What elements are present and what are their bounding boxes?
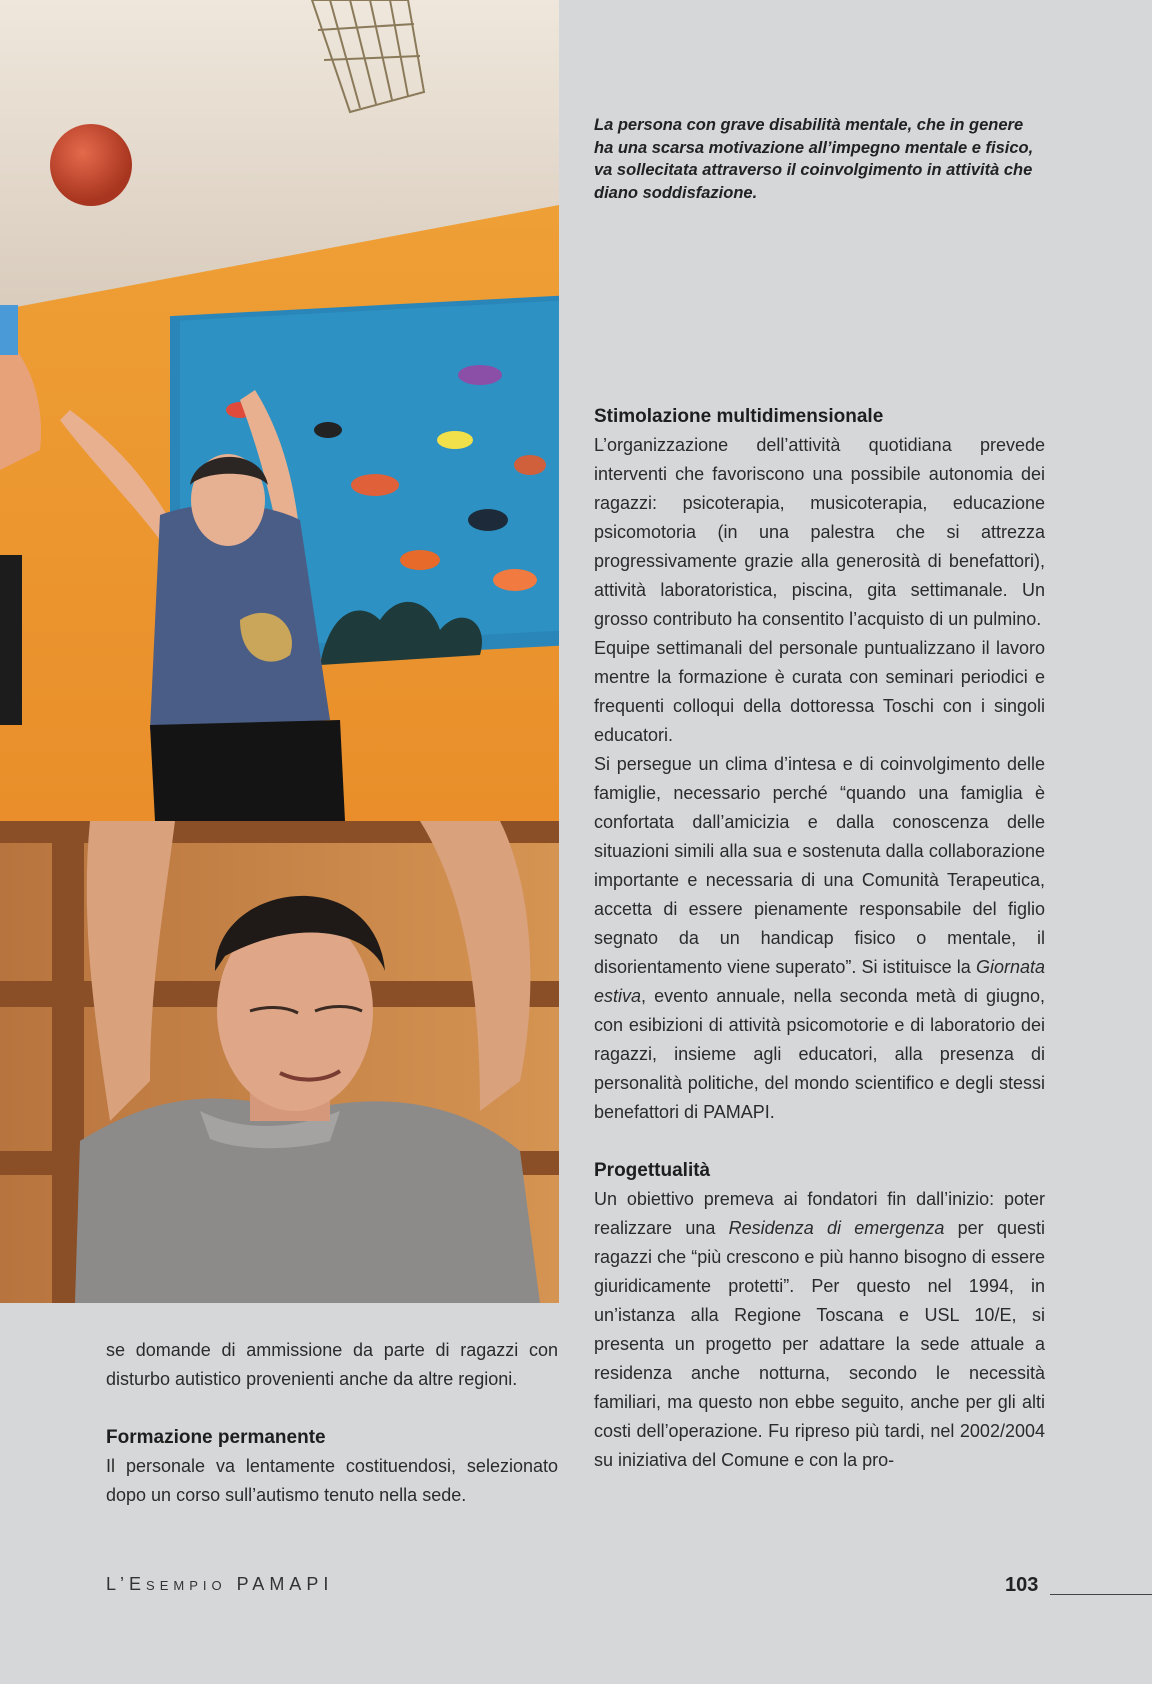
paragraph (594, 750, 1045, 1127)
footer-rule (1050, 1594, 1152, 1595)
italic-term: Residenza di emergenza (728, 1218, 945, 1238)
paragraph: se domande di ammissione da parte di ragazzi con disturbo autistico provenienti anche da altre regioni. (106, 1340, 558, 1389)
ball-icon (50, 124, 132, 206)
right-text-column (594, 402, 1045, 1475)
running-title (106, 1574, 333, 1595)
paragraph: Il personale va lentamente costituendosi, selezionato dopo un corso sull’autismo tenuto nella sede. (106, 1456, 558, 1505)
italic-term: Giornata estiva (594, 957, 1045, 1006)
paragraph (594, 1185, 1045, 1475)
text-run: Si persegue un clima d’intesa e di coinvolgimento delle famiglie, necessario perché “quando una famiglia è confortata dall’amicizia e dalla conoscenza delle situazioni simili alla sua e sostenuta dalla collaborazione importante e necessaria di una Comunità Terapeutica, accetta di essere pienamente responsabile del figlio segnato da un handicap fisico o mentale, il disorientamento viene superato”. Si istituisce la (594, 754, 1045, 977)
title-part: PAMAPI (236, 1574, 334, 1594)
left-text-column (106, 1336, 558, 1510)
text-run: Un obiettivo premeva ai fondatori fin dall’inizio: poter realizzare una (594, 1189, 1045, 1238)
section-heading-formazione: Formazione permanente (106, 1427, 326, 1448)
photo-man-arms-raised (0, 821, 559, 1303)
section-heading-progettualita: Progettualità (594, 1160, 711, 1181)
section-heading-stimolazione: Stimolazione multidimensionale (594, 406, 884, 427)
title-part: SEMPIO (146, 1578, 227, 1593)
page-number: 103 (1005, 1574, 1039, 1596)
paragraph: L’organizzazione dell’attività quotidiana prevede interventi che favoriscono una possibile autonomia dei ragazzi: psicoterapia, musicoterapia, educazione psicomotoria (in una palestra che si attrezza progressivamente grazie alla generosità di benefattori), attività laboratoristica, piscina, gita settimanale. Un grosso contributo ha consentito l’acquisto di un pulmino. (594, 435, 1045, 629)
text-run: per questi ragazzi che “più crescono e più hanno bisogno di essere giuridicamente protetti”. Per questo nel 1994, in un’istanza alla Regione Toscana e USL 10/E, si presenta un progetto per adattare la sede attuale a residenza anche notturna, secondo le necessità familiari, ma questo non ebbe seguito, anche per gli alti costi dell’operazione. Fu ripreso più tardi, nel 2002/2004 su iniziativa del Comune e con la pro- (594, 1218, 1045, 1470)
text-run: , evento annuale, nella seconda metà di giugno, con esibizioni di attività psicomotorie e di laboratorio dei ragazzi, insieme agli educatori, alla presenza di personalità politiche, del mondo scientifico e degli stessi benefattori di PAMAPI. (594, 986, 1045, 1122)
paragraph: Equipe settimanali del personale puntualizzano il lavoro mentre la formazione è curata con seminari periodici e frequenti colloqui della dottoressa Toschi con i singoli educatori. (594, 638, 1045, 745)
title-part: L’ (106, 1574, 130, 1594)
title-part: E (129, 1574, 147, 1594)
photo-woman-throwing-ball (0, 0, 559, 821)
photo-caption: La persona con grave disabilità mentale, che in genere ha una scarsa motivazione all’impegno mentale e fisico, va sollecitata attraverso il coinvolgimento in attività che diano soddisfazione. (594, 116, 1034, 202)
